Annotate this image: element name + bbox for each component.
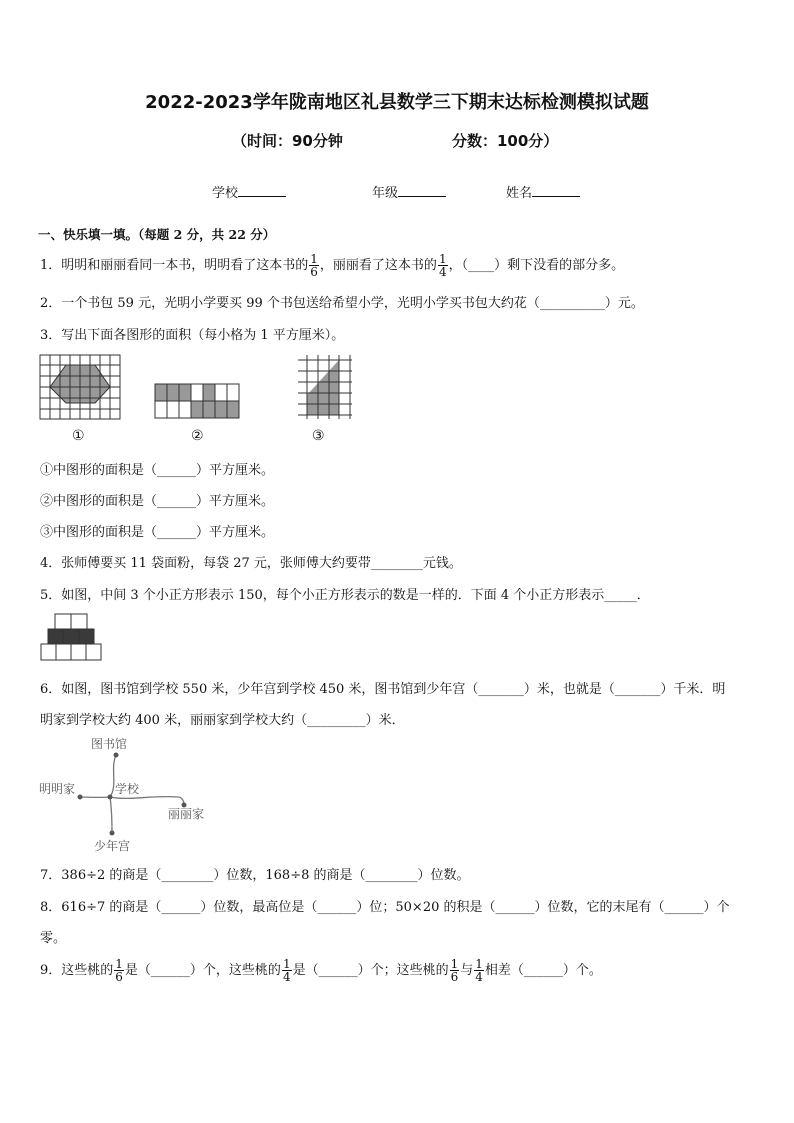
question-6-line-1: 6．如图，图书馆到学校 550 米，少年宫到学校 450 米，图书馆到少年宫（_______）米，也就是（_______）千米．明 [40,682,726,697]
name-blank[interactable] [532,184,580,197]
question-3-answer-2: ②中图形的面积是（______）平方厘米。 [40,494,275,509]
school-label: 学校 [212,186,239,201]
question-2: 2．一个书包 59 元，光明小学要买 99 个书包送给希望小学，光明小学买书包大约花（__________）元。 [40,296,644,311]
question-9 [40,958,602,983]
q9-text-e: 相差（______）个。 [484,963,602,978]
figure-2-grid [155,384,239,418]
school-field[interactable] [212,182,286,201]
fraction: $\frac{1}{6}$ [450,957,459,984]
fraction: $\frac{1}{6}$ [115,957,123,984]
fraction: $\frac{1}{4}$ [282,957,291,984]
q1-text-a: 1．明明和丽丽看同一本书，明明看了这本书的 [40,258,309,273]
grade-label: 年级 [372,186,399,201]
exam-time: （时间：90分钟 [232,132,343,150]
question-8-line-2: 零。 [40,931,67,946]
exam-score: 分数：100分） [452,132,559,150]
name-field[interactable] [506,182,580,201]
school-blank[interactable] [238,184,286,197]
map-label-lili-home: 丽丽家 [168,807,205,821]
map-label-youth-palace: 少年宫 [94,839,131,853]
map-label-library: 图书馆 [91,737,128,751]
name-label: 姓名 [506,186,533,201]
fraction: $\frac{1}{6}$ [310,252,318,279]
q1-text-c: ，（____）剩下没看的部分多。 [448,258,625,273]
map-label-mingming-home: 明明家 [39,782,76,796]
q9-text-d: 与 [460,963,474,978]
question-4: 4．张师傅要买 11 袋面粉，每袋 27 元，张师傅大约要带________元钱。 [40,556,462,571]
figure-1-caption: ① [72,428,85,444]
question-1 [40,253,624,278]
q9-text-a: 9．这些桃的 [40,963,114,978]
q9-text-c: 是（______）个；这些桃的 [292,963,449,978]
question-5: 5．如图，中间 3 个小正方形表示 150，每个小正方形表示的数是一样的．下面 4 个小正方形表示_____． [40,588,650,603]
figure-1-grid [40,355,120,419]
q1-text-b: ，丽丽看了这本书的 [319,258,437,273]
figure-3-caption: ③ [312,428,325,444]
question-8-line-1: 8．616÷7 的商是（______）位数，最高位是（______）位；50×20 的积是（______）位数，它的末尾有（______）个 [40,900,730,915]
grade-blank[interactable] [398,184,446,197]
fraction: $\frac{1}{4}$ [475,957,483,984]
q9-text-b: 是（______）个，这些桃的 [124,963,281,978]
figure-3-grid [298,355,352,419]
question-6-line-2: 明家到学校大约 400 米，丽丽家到学校大约（_________）米． [40,713,405,728]
grade-field[interactable] [372,182,446,201]
question-3: 3．写出下面各图形的面积（每小格为 1 平方厘米）。 [40,328,345,343]
location-map [70,745,210,855]
page-title: 2022-2023学年陇南地区礼县数学三下期末达标检测模拟试题 [145,92,649,113]
section-heading: 一、快乐填一填。（每题 2 分，共 22 分） [38,227,276,242]
question-3-answer-1: ①中图形的面积是（______）平方厘米。 [40,463,275,478]
square-stack-figure [40,613,102,663]
figure-2-caption: ② [191,428,204,444]
question-3-answer-3: ③中图形的面积是（______）平方厘米。 [40,525,275,540]
fraction: $\frac{1}{4}$ [438,252,447,279]
map-label-school: 学校 [115,782,140,796]
question-7: 7．386÷2 的商是（________）位数，168÷8 的商是（________）位数。 [40,868,470,883]
